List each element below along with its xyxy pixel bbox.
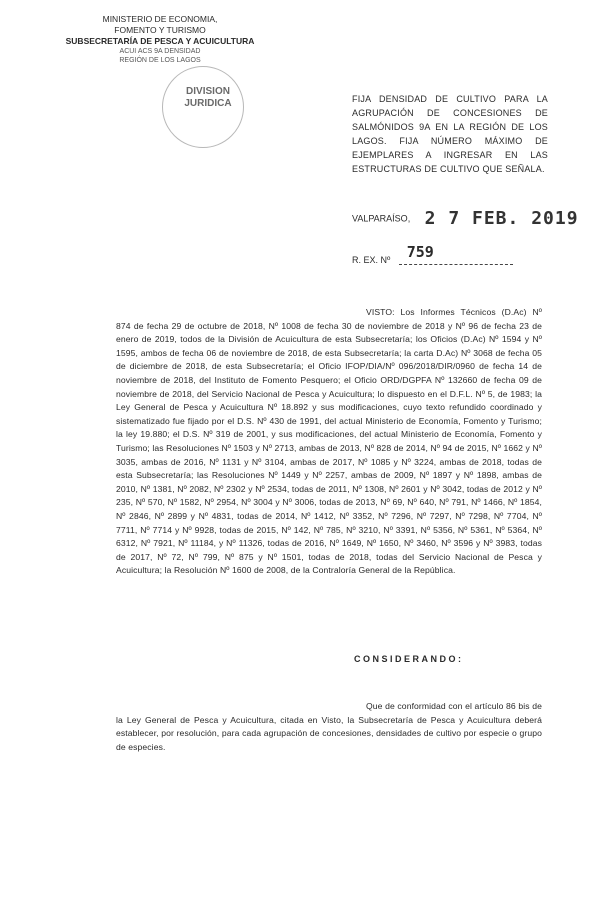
considerando-section (116, 700, 542, 754)
resolution-number (352, 243, 513, 265)
ministry-name-line2: FOMENTO Y TURISMO (114, 25, 206, 35)
resolution-number-field (399, 243, 513, 265)
resolution-label: R. EX. Nº (352, 255, 391, 265)
dateline (352, 208, 579, 229)
stamp-line1: DIVISION (186, 86, 230, 97)
document-subject: FIJA DENSIDAD DE CULTIVO PARA LA AGRUPACIÓN DE CONCESIONES DE SALMÓNIDOS 9A EN LA REGIÓN DE LOS LAGOS. FIJA NÚMERO MÁXIMO DE EJEMPLARES A INGRESAR EN LAS ESTRUCTURAS DE CULTIVO QUE SEÑALA. (352, 94, 548, 174)
visto-section (116, 306, 542, 578)
stamp-line2: JURIDICA (184, 98, 232, 109)
subsecretaria-name: SUBSECRETARÍA DE PESCA Y ACUICULTURA (65, 36, 255, 46)
reference-line1: ACUI ACS 9A DENSIDAD (119, 48, 201, 55)
letterhead (60, 14, 260, 65)
considerando-body: de la Ley General de Pesca y Acuicultura, citada en Visto, la Subsecretaría de Pesca y Acuicultura deberá establecer, por resolución, para cada agrupación de concesiones, densidades de cultivo por especie o grupo de especies. (116, 701, 542, 752)
considerando-lead: Que de conformidad con el artículo 86 bis (366, 701, 530, 711)
reference-line2: REGIÓN DE LOS LAGOS (119, 57, 201, 64)
stamp-text (178, 86, 238, 110)
considerando-title: CONSIDERANDO: (354, 654, 464, 664)
resolution-number-value: 759 (406, 243, 434, 261)
place-name: VALPARAÍSO, (352, 213, 411, 224)
stamped-date: 2 7 FEB. 2019 (424, 208, 579, 229)
visto-lead: VISTO: Los Informes Técnicos (D.Ac) Nº 874 (116, 307, 542, 331)
ministry-name-line1: MINISTERIO DE ECONOMIA, (102, 14, 218, 24)
visto-body: de fecha 29 de octubre de 2018, Nº 1008 de fecha 30 de noviembre de 2018 y Nº 96 de fecha 23 de enero de 2019, todos de la División de Acuicultura de esta Subsecretaría; los Oficios (D.Ac) Nº 1594 y Nº 1595, ambos de fecha 06 de noviembre de 2018, de esta Subsecretaría; la carta D.Ac) Nº 3068 de fecha 05 de diciembre de 2018, de esta Subsecretaría; el Oficio IFOP/DIA/Nº 096/2018/DIR/0960 de fecha 14 de noviembre de 2018, del Instituto de Fomento Pesquero; el Oficio ORD/DGPFA Nº 132660 de fecha 09 de noviembre de 2018, del Servicio Nacional de Pesca y Acuicultura; lo dispuesto en el D.F.L. Nº 5, de 1983; la Ley General de Pesca y Acuicultura Nº 18.892 y sus modificaciones, cuyo texto refundido coordinado y sistematizado fue fijado por el D.S. Nº 430 de 1991, del actual Ministerio de Economía, Fomento y Turismo; la ley 19.880; el D.S. Nº 319 de 2001, y sus modificaciones, del actual Ministerio de Economía, Fomento y Turismo; las Resoluciones Nº 1503 y Nº 2713, ambas de 2013, Nº 828 de 2014, Nº 94 de 2015, Nº 1662 y Nº 3035, ambas de 2016, Nº 1131 y Nº 3104, ambas de 2017, Nº 1085 y Nº 3224, ambas de 2018, todas de esta Subsecretaría; las Resoluciones Nº 1449 y Nº 2257, ambas de 2009, Nº 1897 y Nº 1898, ambas de 2010, Nº 1381, Nº 2082, Nº 2302 y Nº 2534, todas de 2011, Nº 1308, Nº 2601 y Nº 3042, todas de 2012 y Nº 235, Nº 570, Nº 1582, Nº 2954, Nº 3004 y Nº 3006, todas de 2013, Nº 69, Nº 640, Nº 791, Nº 1466, Nº 1854, Nº 2846, Nº 2899 y Nº 4831, todas de 2014, Nº 1412, Nº 3352, Nº 7296, Nº 7297, Nº 7298, Nº 7704, Nº 7711, Nº 7714 y Nº 9928, todas de 2015, Nº 142, Nº 785, Nº 3210, Nº 3391, Nº 5356, Nº 5361, Nº 5364, Nº 6312, Nº 7921, Nº 11184, y Nº 11326, todas de 2016, Nº 1649, Nº 1650, Nº 3460, Nº 3596 y Nº 3983, todas de 2017, Nº 72, Nº 799, Nº 875 y Nº 1501, todas de 2018, todas del Servicio Nacional de Pesca y Acuicultura; la Resolución Nº 1600 de 2008, de la Contraloría General de la República. (116, 320, 542, 576)
